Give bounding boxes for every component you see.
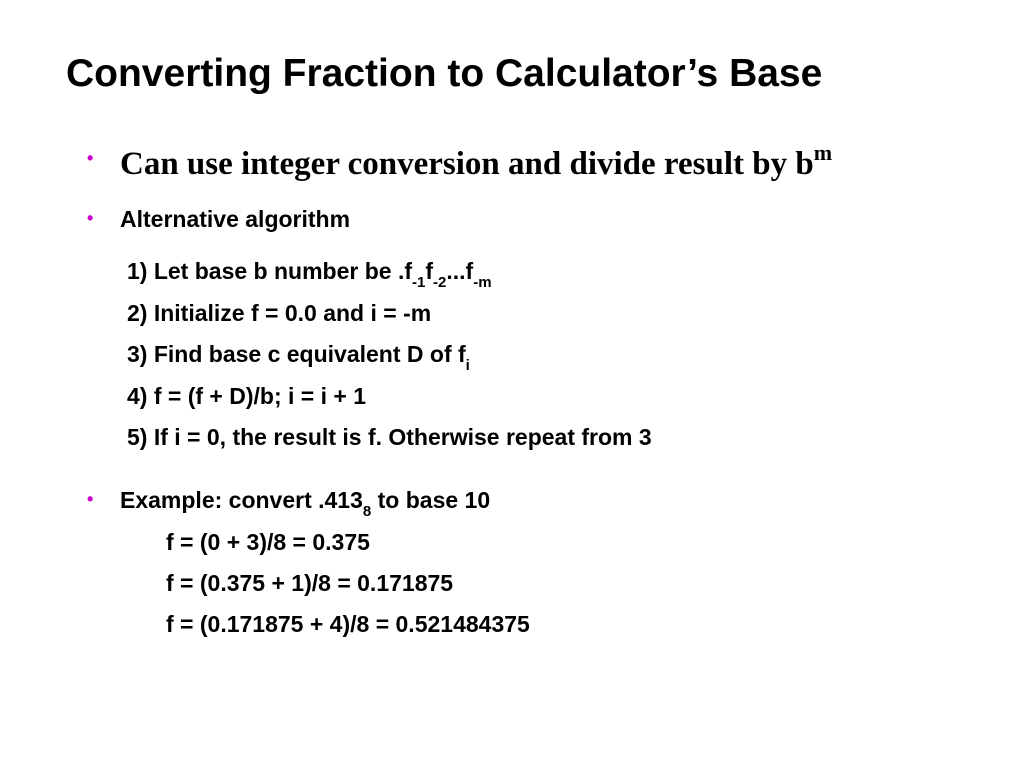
bullet-dot-icon: • [87,208,94,228]
algorithm-step-3: 3) Find base c equivalent D of $f_i$ [127,341,470,374]
calculation-line-2: f = (0.375 + 1)/8 = 0.171875 [166,570,454,596]
bullet-text: Alternative algorithm [120,206,351,232]
superscript: m [813,140,833,165]
algorithm-step-5: 5) If i = 0, the result is f. Otherwise repeat from 3 [127,424,652,450]
bullet-text: Can use integer conversion and divide result by $b^m$ [120,140,833,182]
algorithm-step-2: 2) Initialize f = 0.0 and i = -m [127,300,432,326]
calculation-line-1: f = (0 + 3)/8 = 0.375 [166,529,370,555]
bullet-dot-icon: • [87,148,94,168]
slide-title: Converting Fraction to Calculator’s Base [66,52,823,95]
bullet-dot-icon: • [87,489,94,509]
algorithm-step-1: 1) Let base b number be $.f_{-1}f_{-2}...f_{-m}$ [127,258,492,291]
bullet-text: Example: convert $.413_8$ to base 10 [120,487,491,520]
calculation-line-3: f = (0.171875 + 4)/8 = 0.521484375 [166,611,530,637]
algorithm-step-4: 4) f = (f + D)/b; i = i + 1 [127,383,366,409]
